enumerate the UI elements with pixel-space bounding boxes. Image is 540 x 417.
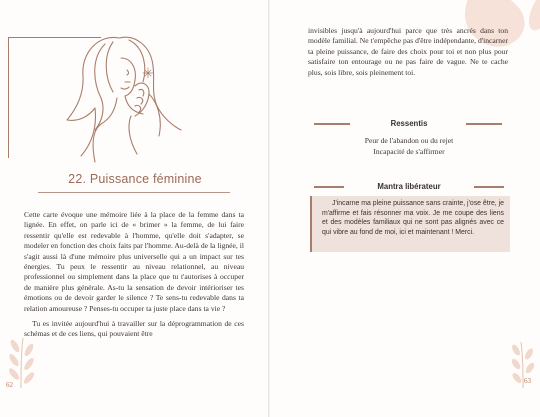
paragraph: Cette carte évoque une mémoire liée à la place de la femme dans ta lignée. En effet, on parle ici de « brimer » la femme, de lui faire ressentir qu'elle est redevable à l'homme, qu'elle doit s'adapter, se modeler en fonction des choix faits par l'homme. Au-delà de la lignée, il s'agit aussi là d'une mémoire plus universelle qui a un impact sur tes énergies. Tu peux le ressentir au niveau relationnel, au niveau professionnel ou simplement dans la place que tu t'autorises à occuper de manière plus générale. As-tu la sensation de devoir intérioriser tes émotions ou de devoir garder le silence ? Te sens-tu redevable dans ta relation amoureuse ? Penses-tu occuper ta juste place dans ta vie ?	[24, 210, 244, 313]
ressentis-list	[302, 136, 516, 158]
page-number: 62	[6, 381, 13, 389]
woman-hands-clasped-illustration	[55, 22, 195, 168]
chapter-divider	[38, 192, 230, 193]
paragraph: Tu es invitée aujourd'hui à travailler sur la déprogrammation de ces schémas et de ces liens, qui pouvaient être	[24, 319, 244, 339]
ressentis-title: Ressentis	[390, 119, 428, 128]
page-number: 63	[524, 377, 531, 385]
list-item: Incapacité de s'affirmer	[373, 146, 445, 156]
leaf-sprig-icon	[506, 336, 540, 390]
left-body-text	[24, 210, 244, 340]
mantra-title: Mantra libérateur	[377, 182, 441, 191]
right-page	[270, 0, 540, 417]
left-page	[0, 0, 268, 417]
list-item: Peur de l'abandon ou du rejet	[364, 136, 454, 145]
mantra-box: J'incarne ma pleine puissance sans crainte, j'ose être, je m'affirme et fais résonner ma voix. Je me coupe des liens et des modèles familiaux qui ne sont pas alignés avec ce qui vibre au fond de moi, ici et maintenant ! Merci.	[310, 196, 510, 252]
right-body-text: invisibles jusqu'à aujourd'hui parce que très ancrés dans ton modèle familial. Ne t'empêche pas d'être indépendante, d'incarner ta pleine puissance, de faire des choix pour toi et non plus pour satisfaire ton entourage ou ne pas faire de vague. Ne te cache plus, sois libre, sois pleinement toi.	[308, 26, 508, 77]
chapter-title: 22. Puissance féminine	[68, 172, 202, 186]
